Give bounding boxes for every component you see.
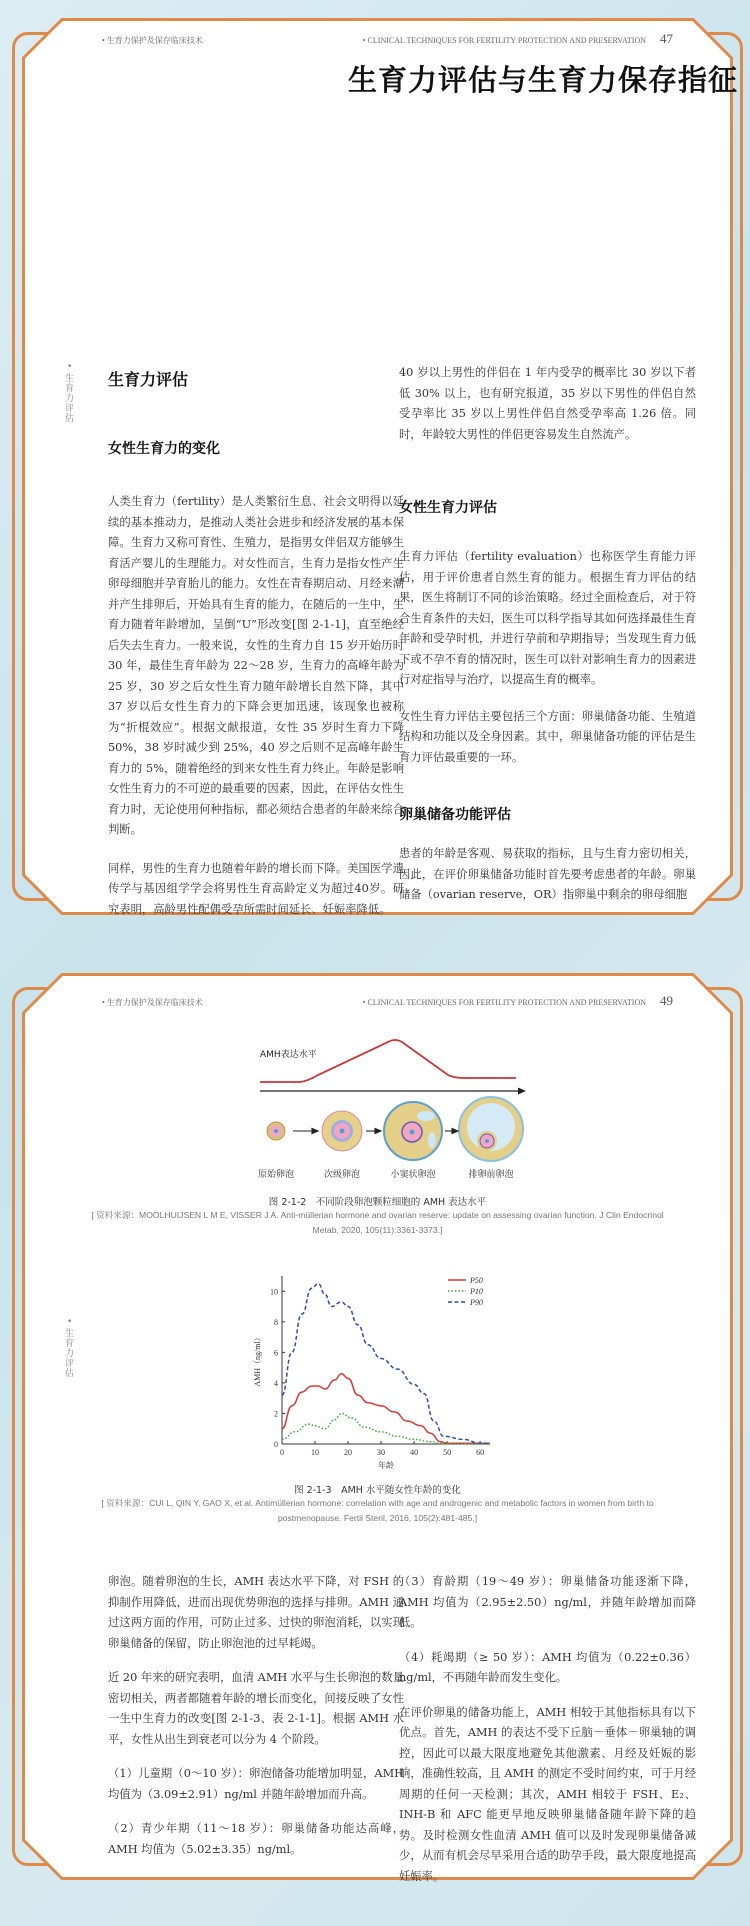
side-section-label: • 生育力评估 (63, 1318, 73, 1379)
timeline-arrow-icon (518, 1088, 526, 1095)
stage-label: 小窦状卵泡 (390, 1170, 436, 1180)
left-column (108, 367, 404, 920)
follicle-primordial (267, 1122, 285, 1140)
amh-expression-curve (260, 1040, 516, 1082)
x-tick-label: 50 (443, 1448, 452, 1457)
body-paragraph: 人类生育力（fertility）是人类繁衍生息、社会文明得以延续的基本推动力，是推动人类社会进步和经济发展的基本保障。生育力又称可育性、生殖力，是指男女伴侣双方能够生育活产婴儿的生理能力。对女性而言，生育力是指女性产生卵母细胞并孕育胎儿的能力。女性在青春期启动、月经来潮并产生排卵后，开始具有生育的能力，在随后的一生中，生育力随着年龄增加，呈倒“U”形改变[图 2-1-1]，直至绝经后失去生育力。一般来说，女性的生育力自 15 岁开始历时 30 年，最佳生育年龄为 22～28 岁，生育力的高峰年龄为 25 岁，30 岁之后女性生育力随年龄增长自然下降，其中 37 岁以后女性生育力的下降会更加迅速，该现象也被称为“折棍效应”。根据文献报道，女性 35 岁时生育力下降 50%，38 岁时减少到 25%，40 岁之后则不足高峰年龄生育力的 5%，随着绝经的到来女性生育力终止。年龄是影响女性生育力的不可逆的最重要的因素，因此，在评估女性生育力时，无论使用何种指标，都必须结合患者的年龄来综合判断。 (108, 495, 404, 836)
running-header-left: • 生育力保护及保存临床技术 (102, 36, 203, 45)
y-tick-label: 8 (274, 1317, 278, 1327)
body-paragraph: （4）耗竭期（≥ 50 岁）：AMH 均值为（0.22±0.36）ng/ml，不再随年龄而发生变化。 (399, 1650, 696, 1684)
body-paragraph: （2）青少年期（11～18 岁）：卵巢储备功能达高峰，AMH 均值为（5.02±3.35）ng/ml。 (108, 1822, 404, 1856)
stage-label: 原始卵泡 (257, 1170, 294, 1180)
follicle-secondary (322, 1111, 362, 1151)
subsection-title: 女性生育力的变化 (108, 441, 220, 457)
series-line-p10 (282, 1413, 490, 1444)
figure-caption: 图 2-1-2 不同阶段卵泡颗粒细胞的 AMH 表达水平 (268, 1197, 487, 1208)
follicle-preovulatory (459, 1097, 523, 1161)
x-tick-label: 10 (311, 1448, 320, 1457)
x-tick-label: 20 (344, 1448, 353, 1457)
left-column (108, 1572, 404, 1860)
y-tick-label: 2 (274, 1409, 278, 1419)
y-axis-label: AMH（ng/ml） (253, 1333, 262, 1387)
subsection-title: 卵巢储备功能评估 (399, 807, 511, 823)
x-tick-label: 30 (377, 1448, 386, 1457)
book-page-49 (22, 973, 733, 1883)
body-paragraph: 40 岁以上男性的伴侣在 1 年内受孕的概率比 30 岁以下者低 30% 以上，也有研究报道，35 岁以下男性的伴侣自然受孕率比 35 岁以上男性伴侣自然受孕率高 1.26 倍。同时，年龄较大男性的伴侣更容易发生自然流产。 (399, 366, 696, 441)
running-header (102, 31, 673, 47)
running-header-right: • CLINICAL TECHNIQUES FOR FERTILITY PROTECTION AND PRESERVATION (362, 998, 646, 1007)
body-paragraph: 患者的年龄是客观、易获取的指标，且与生育力密切相关，因此，在评价卵巢储备功能时首先要考虑患者的年龄。卵巢储备（ovarian reserve，OR）指卵巢中剩余的卵母细胞 (399, 847, 696, 901)
figure-source: [ 资料来源：MOOLHUIJSEN L M E, VISSER J A. Anti-müllerian hormone and ovarian reserve: update on assessing ovarian function. J Clin Endocrinol Metab, 2020, 105(11):3361-3373.] (91, 1210, 664, 1235)
figure-caption: 图 2-1-3 AMH 水平随女性年龄的变化 (294, 1485, 461, 1496)
figure-source: [ 资料来源：CUI L, QIN Y, GAO X, et al. Antimüllerian hormone: correlation with age and androgenic and metabolic factors in women from birth to postmenopause. Fertil Steril, 2016, 105(2):481-485.] (101, 1498, 654, 1523)
series-line-p50 (282, 1374, 490, 1443)
x-axis-label: 年龄 (378, 1461, 394, 1470)
body-paragraph: 生育力评估（fertility evaluation）也称医学生育能力评估，用于评价患者自然生育的能力。根据生育力评估的结果，医生将制订不同的诊治策略。经过全面检查后，对于符合生育条件的夫妇，医生可以科学指导其如何选择最佳生育年龄和受孕时机，并进行孕前和孕期指导；当发现生育力低下或不孕不育的情况时，医生可以针对影响生育力的因素进行对症指导与治疗，以提高生育的概率。 (399, 550, 696, 686)
page-number: 47 (660, 31, 673, 46)
stage-label: 次级卵泡 (323, 1170, 360, 1180)
follicle-small-antral (384, 1102, 442, 1160)
y-tick-label: 0 (274, 1440, 278, 1449)
x-tick-label: 40 (410, 1448, 419, 1457)
section-title: 生育力评估 (108, 370, 189, 389)
body-paragraph: 女性生育力评估主要包括三个方面：卵巢储备功能、生殖道结构和功能以及全身因素。其中，卵巢储备功能的评估是生育力评估最重要的一环。 (399, 709, 696, 764)
subsection-title: 女性生育力评估 (399, 500, 497, 516)
body-paragraph: （3）育龄期（19～49 岁）：卵巢储备功能逐渐下降，AMH 均值为（2.95±2.50）ng/ml，并随年龄增加而降低。 (399, 1575, 696, 1629)
amh-curve-label: AMH表达水平 (260, 1050, 317, 1060)
body-paragraph: 在评价卵巢的储备功能上，AMH 相较于其他指标具有以下优点。首先，AMH 的表达不受下丘脑－垂体－卵巢轴的调控，因此可以最大限度地避免其他激素、月经及妊娠的影响，准确性较高，且 AMH 的测定不受时间约束，可于月经周期的任何一天检测；其次，AMH 相较于 FSH、E₂、INH-B 和 AFC 能更早地反映卵巢储备随年龄下降的趋势。及时检测女性血清 AMH 值可以及时发现卵巢储备减少，从而有机会尽早采用合适的助孕手段，最大限度地提高妊娠率。 (399, 1705, 696, 1883)
right-column (399, 1572, 696, 1887)
legend-label: P90 (470, 1298, 483, 1307)
book-page-47 (22, 18, 739, 916)
y-tick-label: 4 (274, 1378, 278, 1388)
legend-label: P50 (470, 1276, 483, 1285)
y-tick-label: 10 (270, 1287, 278, 1297)
series-line-p90 (282, 1284, 490, 1444)
running-header-left: • 生育力保护及保存临床技术 (102, 998, 203, 1007)
x-tick-label: 0 (280, 1448, 284, 1457)
y-tick-label: 6 (274, 1348, 278, 1358)
body-paragraph: 卵泡。随着卵泡的生长，AMH 表达水平下降，对 FSH 的抑制作用降低，进而出现优势卵泡的选择与排卵。AMH 通过这两方面的作用，可防止过多、过快的卵泡消耗，以实现卵巢储备的保留，防止卵泡池的过早耗竭。 (108, 1575, 404, 1650)
right-column (399, 363, 696, 906)
running-header-right: • CLINICAL TECHNIQUES FOR FERTILITY PROTECTION AND PRESERVATION (362, 36, 646, 45)
x-tick-label: 60 (476, 1448, 485, 1457)
figure-amh-follicle-stages (238, 1023, 538, 1183)
side-section-label: • 生育力评估 (63, 363, 73, 424)
chapter-title: 生育力评估与生育力保存指征 (348, 63, 739, 97)
running-header (102, 993, 673, 1009)
body-paragraph: 同样，男性的生育力也随着年龄的增长而下降。美国医学遗传学与基因组学学会将男性生育高龄定义为超过40岁。研究表明，高龄男性配偶受孕所需时间延长、妊娠率降低。 (108, 861, 404, 916)
legend-label: P10 (470, 1287, 483, 1296)
body-paragraph: 近 20 年来的研究表明，血清 AMH 水平与生长卵泡的数量密切相关，两者都随着年龄的增长而变化，间接反映了女性一生中生育力的改变[图 2-1-3、表 2-1-1]。根据 AMH 水平，女性从出生到衰老可以分为 4 个阶段。 (108, 1671, 404, 1746)
amh-age-chart (247, 1268, 507, 1478)
amh-schematic (238, 1023, 538, 1183)
stage-label: 排卵前卵泡 (468, 1170, 514, 1180)
page-number: 49 (660, 993, 673, 1008)
body-paragraph: （1）儿童期（0～10 岁）：卵泡储备功能增加明显，AMH 均值为（3.09±2.91）ng/ml 并随年龄增加而升高。 (108, 1767, 404, 1801)
